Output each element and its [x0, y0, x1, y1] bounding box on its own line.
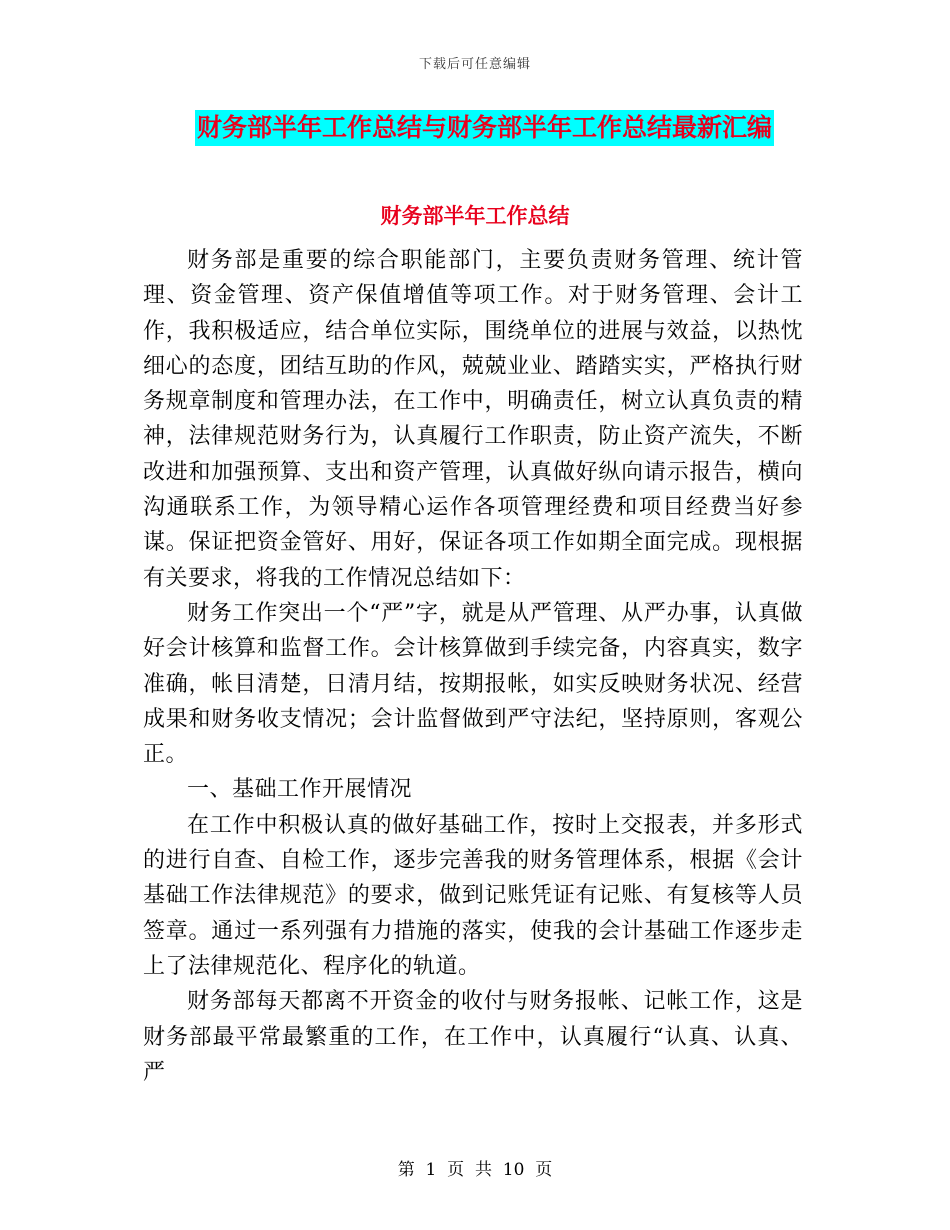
page-footer: 第 1 页 共 10 页 — [397, 1160, 553, 1180]
body-paragraph: 财务部是重要的综合职能部门，主要负责财务管理、统计管理、资金管理、资产保值增值等项工作。对于财务管理、会计工作，我积极适应，结合单位实际，围绕单位的进展与效益，以热忱细心的态度，团结互助的作风，兢兢业业、踏踏实实，严格执行财务规章制度和管理办法，在工作中，明确责任，树立认真负责的精神，法律规范财务行为，认真履行工作职责，防止资产流失，不断改进和加强预算、支出和资产管理，认真做好纵向请示报告，横向沟通联系工作，为领导精心运作各项管理经费和项目经费当好参谋。保证把资金管好、用好，保证各项工作如期全面完成。现根据有关要求，将我的工作情况总结如下： — [143, 248, 803, 591]
document-body — [143, 243, 803, 1090]
body-paragraph: 财务部每天都离不开资金的收付与财务报帐、记帐工作，这是财务部最平常最繁重的工作，在工作中，认真履行“认真、认真、严 — [143, 989, 803, 1085]
section-title: 财务部半年工作总结 — [380, 203, 570, 228]
body-paragraph: 财务工作突出一个“严”字，就是从严管理、从严办事，认真做好会计核算和监督工作。会计核算做到手续完备，内容真实，数字准确，帐目清楚，日清月结，按期报帐，如实反映财务状况、经营成果和财务收支情况；会计监督做到严守法纪，坚持原则，客观公正。 — [143, 600, 803, 768]
header-note: 下载后可任意编辑 — [418, 57, 531, 72]
body-paragraph: 在工作中积极认真的做好基础工作，按时上交报表，并多形式的进行自查、自检工作，逐步完善我的财务管理体系，根据《会计基础工作法律规范》的要求，做到记账凭证有记账、有复核等人员签章。通过一系列强有力措施的落实，使我的会计基础工作逐步走上了法律规范化、程序化的轨道。 — [143, 812, 803, 979]
document-title: 财务部半年工作总结与财务部半年工作总结最新汇编 — [195, 110, 774, 146]
section-heading: 一、基础工作开展情况 — [187, 777, 413, 803]
